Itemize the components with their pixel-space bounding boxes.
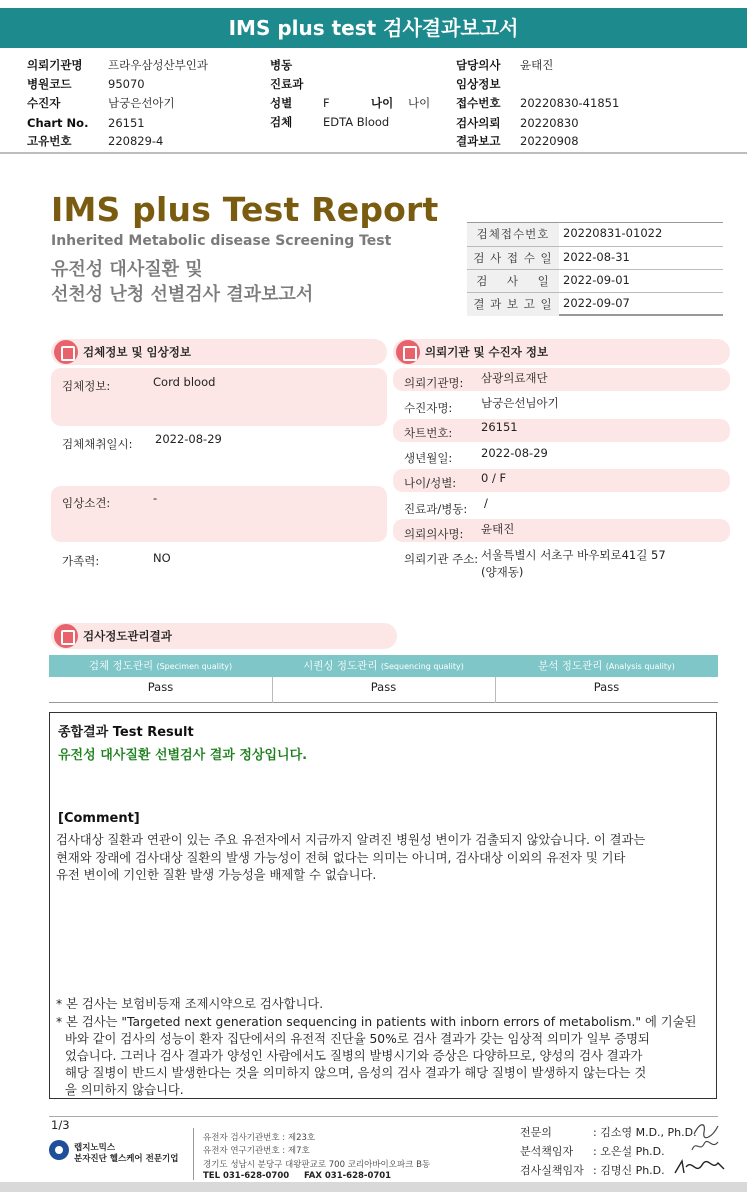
collection-date-value: 2022-08-29 <box>155 432 222 446</box>
institution-address-label: 의뢰기관 주소: <box>404 552 479 566</box>
company-name: 랩지노믹스 <box>74 1143 116 1153</box>
note-line: 해당 질병이 반드시 발생한다는 것을 의미하지 않으며, 음성의 검사 결과가 해당 질병이 발생하지 않는다는 것 <box>65 1066 647 1080</box>
header-label-receipt-no: 접수번호 <box>456 96 501 110</box>
institution-name-label: 의뢰기관명: <box>404 376 464 390</box>
reception-label: 검 사 일 <box>467 270 559 293</box>
institution-address-value-2: (양재동) <box>481 565 524 579</box>
header-label-request-date: 검사의뢰 <box>456 116 501 130</box>
header-label-age: 나이 <box>371 96 394 110</box>
report-kr-title-line2: 선천성 난청 선별검사 결과보고서 <box>51 284 314 305</box>
doctor-name-label: 의뢰의사명: <box>404 527 464 541</box>
chart-number-label: 차트번호: <box>404 426 453 440</box>
qc-header-cell <box>495 655 718 677</box>
header-label-doctor: 담당의사 <box>456 58 501 72</box>
signer-name: : 오은설 Ph.D. <box>593 1145 665 1158</box>
qc-table-header <box>49 655 718 677</box>
header-value-request-date: 20220830 <box>520 116 579 130</box>
doctor-name-value: 윤태진 <box>481 522 515 536</box>
header-label-chart-no: Chart No. <box>27 116 89 130</box>
clipboard-icon <box>54 624 78 648</box>
signer-label: 분석책임자 <box>520 1145 574 1158</box>
header-value-specimen: EDTA Blood <box>323 115 390 129</box>
qc-header-label: 시퀀싱 정도관리 <box>303 660 378 672</box>
header-label-sex: 성별 <box>270 96 293 110</box>
header-value-sex: F <box>323 96 330 110</box>
comment-line: 현재와 장래에 검사대상 질환의 발생 가능성이 전혀 없다는 의미는 아니며, 검사대상 이외의 유전자 및 기타 <box>56 851 626 865</box>
header-value-unique-no: 220829-4 <box>108 134 164 148</box>
institution-icon <box>396 340 420 364</box>
qc-header-label: 검체 정도관리 <box>88 660 154 672</box>
qc-header-sub: (Specimen quality) <box>156 662 233 671</box>
signature-image <box>690 1138 720 1154</box>
birth-date-label: 생년월일: <box>404 451 453 465</box>
header-label-unique-no: 고유번호 <box>27 134 72 148</box>
collection-date-label: 검체채취일시: <box>62 437 133 451</box>
signer-name: : 김명신 Ph.D. <box>593 1164 665 1177</box>
age-sex-value: 0 / F <box>481 471 507 485</box>
family-history-value: NO <box>153 551 171 565</box>
header-label-report-date: 결과보고 <box>456 134 501 148</box>
reception-row <box>467 292 723 316</box>
patient-name-label: 수진자명: <box>404 401 453 415</box>
report-banner-title: IMS plus test 검사결과보고서 <box>0 8 747 48</box>
header-value-chart-no: 26151 <box>108 116 145 130</box>
header-label-institution: 의뢰기관명 <box>27 58 83 72</box>
qc-header-sub: (Sequencing quality) <box>380 662 464 671</box>
qc-sequencing-value: Pass <box>370 680 397 694</box>
header-label-dept: 진료과 <box>270 77 304 91</box>
header-value-patient: 남궁은선아기 <box>108 96 175 110</box>
header-value-doctor: 윤태진 <box>520 58 554 72</box>
reception-label: 결 과 보 고 일 <box>467 293 559 316</box>
header-divider <box>0 152 747 154</box>
signer-name: : 김소영 M.D., Ph.D. <box>593 1126 697 1139</box>
header-value-institution: 프라우삼성산부인과 <box>108 58 208 72</box>
header-value-age: 나이 <box>408 96 431 110</box>
institution-name-value: 삼광의료재단 <box>481 371 548 385</box>
family-history-label: 가족력: <box>62 554 100 568</box>
qc-analysis-value: Pass <box>593 680 620 694</box>
reception-value: 2022-08-31 <box>563 250 630 264</box>
note-line: * 본 검사는 "Targeted next generation sequencing in patients with inborn errors of metabolism." 에 기술된 <box>56 1015 697 1029</box>
header-label-hospital-code: 병원코드 <box>27 77 72 91</box>
comment-line: 검사대상 질환과 연관이 있는 주요 유전자에서 지금까지 알려진 병원성 변이가 검출되지 않았습니다. 이 결과는 <box>56 833 646 847</box>
footer-info-line: 유전자 검사기관번호 : 제23호 <box>203 1133 316 1143</box>
specimen-info-value: Cord blood <box>153 375 216 389</box>
page-number: 1/3 <box>51 1118 70 1132</box>
qc-header-label: 분석 정도관리 <box>538 660 603 672</box>
report-subtitle: Inherited Metabolic disease Screening Test <box>51 233 392 249</box>
reception-value: 2022-09-07 <box>563 296 630 310</box>
report-title: IMS plus Test Report <box>51 190 439 229</box>
result-heading: 종합결과 Test Result <box>58 725 194 740</box>
dept-ward-value: / <box>484 496 488 510</box>
header-label-clinical-info: 임상정보 <box>456 77 501 91</box>
specimen-section-title: 검체정보 및 임상정보 <box>83 345 191 359</box>
company-logo-icon <box>49 1140 69 1160</box>
chart-number-value: 26151 <box>481 420 518 434</box>
footer-divider <box>49 1116 718 1117</box>
footer-vertical-divider <box>193 1128 194 1180</box>
header-label-patient: 수진자 <box>27 96 61 110</box>
signature-image <box>672 1155 728 1179</box>
clinical-findings-label: 임상소견: <box>62 496 111 510</box>
qc-table-row <box>49 677 718 703</box>
company-tagline: 분자진단 헬스케어 전문기업 <box>74 1154 179 1164</box>
clinical-findings-value: - <box>153 491 158 505</box>
reception-info-box <box>467 222 723 316</box>
qc-header-sub: (Analysis quality) <box>605 662 675 671</box>
comment-line: 유전 변이에 기인한 질환 발생 가능성을 배제할 수 없습니다. <box>56 868 377 882</box>
reception-value: 20220831-01022 <box>563 226 663 240</box>
report-kr-title-line1: 유전성 대사질환 및 <box>51 259 203 280</box>
patient-name-value: 남궁은선님아기 <box>481 396 559 410</box>
institution-address-value: 서울특별시 서초구 바우뫼로41길 57 <box>481 548 666 562</box>
header-label-specimen: 검체 <box>270 115 293 129</box>
signer-label: 전문의 <box>520 1126 552 1139</box>
qc-section-header <box>51 623 397 649</box>
header-value-report-date: 20220908 <box>520 134 579 148</box>
reception-row <box>467 269 723 293</box>
note-line: 바와 같이 검사의 성능이 환자 집단에서의 유전적 진단율 50%로 검사 결과가 갖는 임상적 의미가 일부 증명되 <box>65 1032 650 1046</box>
reception-row <box>467 246 723 270</box>
qc-section-title: 검사정도관리결과 <box>83 629 172 643</box>
header-value-hospital-code: 95070 <box>108 77 145 91</box>
note-line: * 본 검사는 보험비등재 조제시약으로 검사합니다. <box>56 997 324 1011</box>
institution-section-header <box>393 339 730 365</box>
birth-date-value: 2022-08-29 <box>481 446 548 460</box>
qc-header-cell <box>272 655 495 677</box>
signer-label: 검사실책임자 <box>520 1164 584 1177</box>
reception-value: 2022-09-01 <box>563 273 630 287</box>
specimen-info-band <box>51 368 387 426</box>
header-label-ward: 병동 <box>270 58 293 72</box>
reception-row <box>467 223 723 247</box>
note-line: 었습니다. 그러나 검사 결과가 양성인 사람에서도 질병의 발병시기와 증상은 다양하므로, 양성의 검사 결과가 <box>65 1049 643 1063</box>
footer-info-line: 유전자 연구기관번호 : 제7호 <box>203 1146 310 1156</box>
dept-ward-label: 진료과/병동: <box>404 502 468 516</box>
reception-label: 검체접수번호 <box>467 223 559 247</box>
institution-section-title: 의뢰기관 및 수진자 정보 <box>425 345 549 359</box>
header-value-receipt-no: 20220830-41851 <box>520 96 620 110</box>
reception-label: 검 사 접 수 일 <box>467 247 559 270</box>
specimen-section-header <box>51 339 387 365</box>
result-normal-statement: 유전성 대사질환 선별검사 결과 정상입니다. <box>58 748 308 763</box>
bottom-band <box>0 1182 747 1192</box>
note-line: 을 의미하지 않습니다. <box>65 1083 184 1097</box>
specimen-icon <box>54 340 78 364</box>
qc-specimen-value: Pass <box>147 680 174 694</box>
age-sex-label: 나이/성별: <box>404 476 457 490</box>
qc-header-cell <box>49 655 272 677</box>
footer-contact-line: TEL 031-628-0700 FAX 031-628-0701 <box>203 1171 392 1181</box>
comment-heading: [Comment] <box>58 811 140 826</box>
specimen-info-label: 검체정보: <box>62 379 111 393</box>
footer-info-line: 경기도 성남시 분당구 대왕판교로 700 코리아바이오파크 B동 <box>203 1160 431 1170</box>
